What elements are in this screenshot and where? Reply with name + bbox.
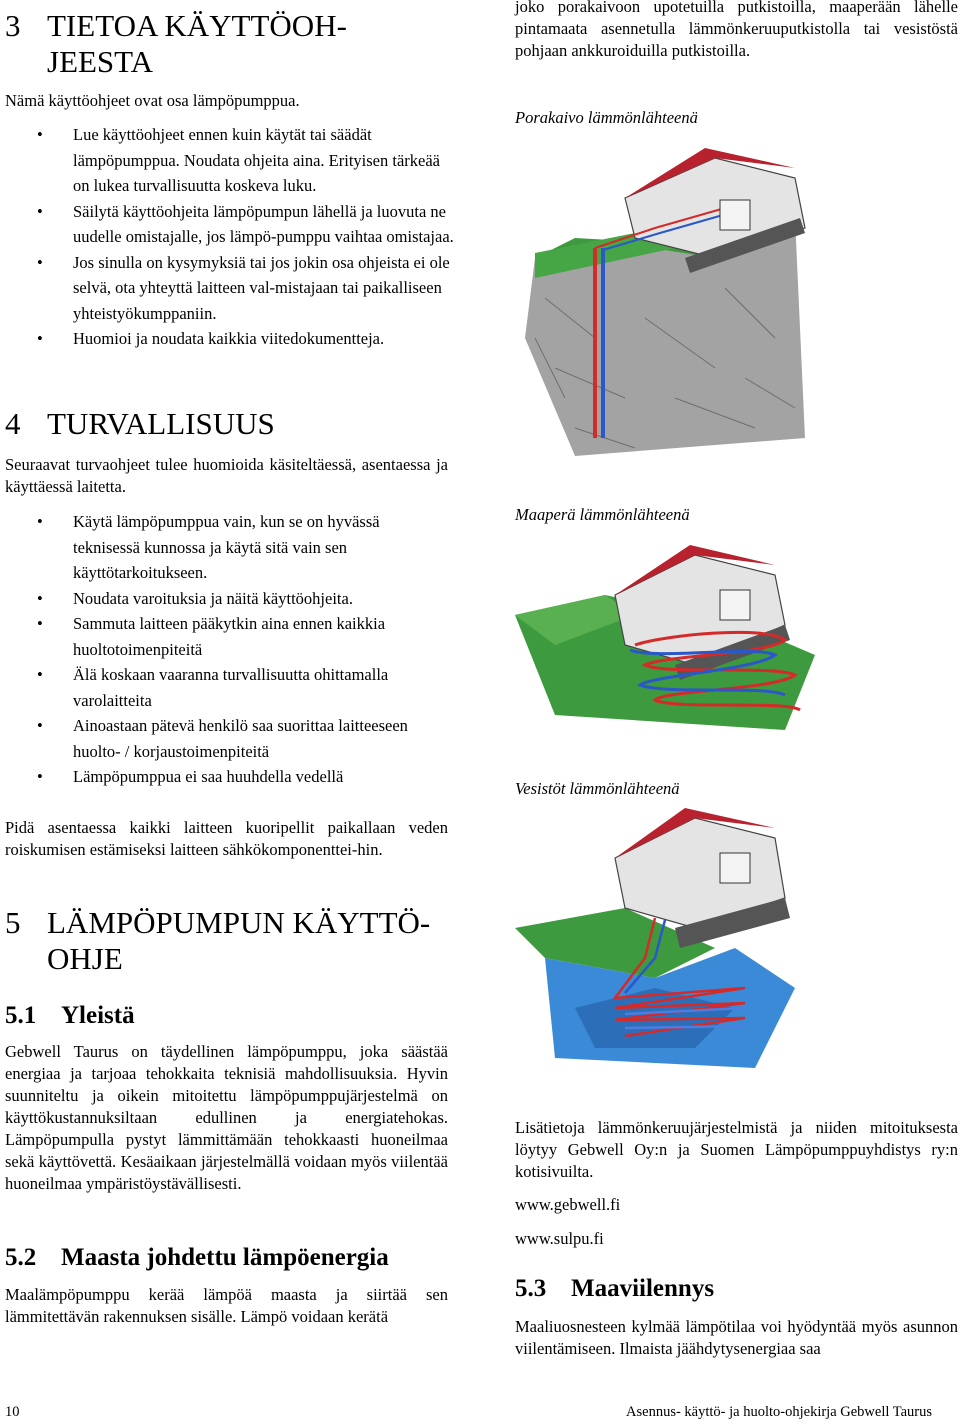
link-gebwell[interactable]: www.gebwell.fi (515, 1195, 621, 1214)
page-number: 10 (5, 1404, 20, 1420)
list-item: • Noudata varoituksia ja näitä käyttöohjeita. (5, 586, 448, 612)
section-5-3-text: Maaliuosnesteen kylmää lämpötilaa voi hyödyntää myös asunnon viilentämiseen. Ilmaista jäähdytysenergiaa saa (515, 1317, 958, 1358)
section-3-list (5, 122, 455, 352)
list-item: • Älä koskaan vaaranna turvallisuutta ohittamalla varolaitteita (5, 662, 448, 713)
section-4-heading: 4 TURVALLISUUS (5, 406, 275, 441)
section-5-3-heading: 5.3 Maaviilennys (515, 1275, 715, 1302)
ground-illustration (515, 535, 815, 735)
list-item: • Huomioi ja noudata kaikkia viitedokumentteja. (5, 326, 455, 352)
section-5-1-heading: 5.1 Yleistä (5, 1002, 135, 1029)
borehole-illustration (515, 138, 815, 458)
section-3-heading: 3 TIETOA KÄYTTÖOH- JEESTA (5, 8, 347, 79)
more-info-text: Lisätietoja lämmönkeruujärjestelmistä ja niiden mitoituksesta löytyy Gebwell Oy:n ja Suomen Lämpöpumppuyhdistys ry:n kotisivuilta. (515, 1118, 958, 1181)
caption-water: Vesistöt lämmönlähteenä (515, 779, 680, 798)
list-item: • Sammuta laitteen pääkytkin aina ennen kaikkia huoltotoimenpiteitä (5, 611, 448, 662)
caption-borehole: Porakaivo lämmönlähteenä (515, 108, 698, 127)
caption-ground: Maaperä lämmönlähteenä (515, 505, 690, 524)
continued-text: joko porakaivoon upotetuilla putkistoilla, maaperään lähelle pintamaata asennetulla lämmönkeruuputkistolla tai vesistöstä pohjaan ankkuroiduilla putkistoilla. (515, 0, 958, 60)
link-sulpu[interactable]: www.sulpu.fi (515, 1229, 604, 1248)
footer-doc-title: Asennus- käyttö- ja huolto-ohjekirja Gebwell Taurus (626, 1404, 932, 1420)
water-illustration (515, 808, 815, 1078)
list-item: • Säilytä käyttöohjeita lämpöpumpun lähellä ja luovuta ne uudelle omistajalle, jos lämpö-pumppu vaihtaa omistajaa. (5, 199, 455, 250)
section-5-1-text: Gebwell Taurus on täydellinen lämpöpumppu, joka säästää energiaa ja tarjoaa tehokkaita teknisiä mahdollisuuksia. Hyvin suunniteltu ja oikein mitoitettu lämpöpumppujärjestelmä on käyttökustannuksiltaan edullinen ja energiatehokas. Lämpöpumpulla pystyt lämmittämään tehokkaasti huoneilmaa sekä käyttövettä. Kesäaikaan järjestelmällä voidaan myös viilentää huoneilmaa ympäristöystävällisesti. (5, 1042, 448, 1193)
list-item: • Käytä lämpöpumppua vain, kun se on hyvässä teknisessä kunnossa ja käytä sitä vain sen käyttötarkoitukseen. (5, 509, 448, 586)
section-5-heading: 5 LÄMPÖPUMPUN KÄYTTÖ- OHJE (5, 905, 431, 976)
section-5-2-heading: 5.2 Maasta johdettu lämpöenergia (5, 1244, 389, 1271)
section-4-outro: Pidä asentaessa kaikki laitteen kuoripellit paikallaan veden roiskumisen estämiseksi laitteen sähkökomponenttei-hin. (5, 818, 448, 859)
section-5-2-text: Maalämpöpumppu kerää lämpöä maasta ja siirtää sen lämmitettävän rakennuksen sisälle. Lämpö voidaan kerätä (5, 1285, 448, 1326)
section-3-intro: Nämä käyttöohjeet ovat osa lämpöpumppua. (5, 91, 300, 110)
list-item: • Lue käyttöohjeet ennen kuin käytät tai säädät lämpöpumppua. Noudata ohjeita aina. Erityisen tärkeää on lukea turvallisuutta koskeva luku. (5, 122, 455, 199)
list-item: • Lämpöpumppua ei saa huuhdella vedellä (5, 764, 448, 790)
list-item: • Jos sinulla on kysymyksiä tai jos jokin osa ohjeista ei ole selvä, ota yhteyttä laitteen val-mistajaan tai paikalliseen yhteistyökumppaniin. (5, 250, 455, 327)
section-4-list (5, 509, 448, 790)
list-item: • Ainoastaan pätevä henkilö saa suorittaa laitteeseen huolto- / korjaustoimenpiteitä (5, 713, 448, 764)
section-4-intro: Seuraavat turvaohjeet tulee huomioida käsiteltäessä, asentaessa ja käyttäessä laitetta. (5, 455, 448, 496)
